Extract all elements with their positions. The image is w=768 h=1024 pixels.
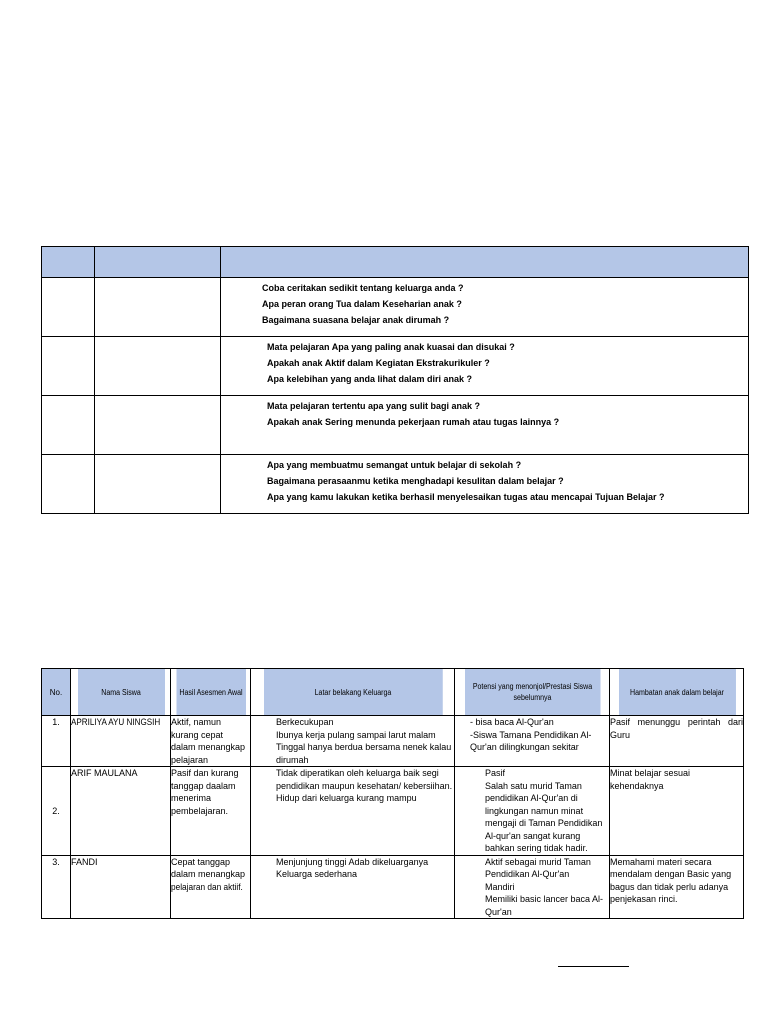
student-name <box>71 716 171 767</box>
question-text: Apa kelebihan yang anda lihat dalam diri anak ? <box>267 374 473 384</box>
hambatan-cell: Pasif menunggu perintah dari Guru <box>610 716 744 767</box>
empty-cell <box>42 278 95 337</box>
row-number: 3. <box>42 855 71 919</box>
potensi-cell <box>455 767 610 856</box>
text-line: Menjunjung tinggi Adab dikeluarganya <box>276 856 429 867</box>
student-name-text: APRILIYA AYU NINGSIH <box>71 717 161 727</box>
questions-table-row <box>42 278 749 337</box>
row-number: 1. <box>42 716 71 767</box>
text-line: bagus dan tidak perlu adanya <box>610 881 729 892</box>
text-line: Hidup dari keluarga kurang mampu <box>276 793 417 803</box>
text-line: Memiliki basic lancer baca Al- <box>485 894 604 904</box>
text-line: mengaji di Taman Pendidikan <box>485 818 603 828</box>
header-nama-siswa: Nama Siswa <box>77 669 165 716</box>
text-line: Pasif dan kurang <box>171 768 239 778</box>
text-line: dalam menangkap <box>171 869 246 879</box>
header-no: No. <box>42 669 71 716</box>
hasil-asesmen-cell <box>171 855 251 919</box>
header-latar-belakang: Latar belakang Keluarga <box>263 669 443 716</box>
text-line: mendalam dengan Basic yang <box>610 869 732 879</box>
text-line: tanggap daalam <box>171 780 236 791</box>
text-line: Aktif, namun <box>171 717 222 727</box>
question-text: Mata pelajaran tertentu apa yang sulit bagi anak ? <box>267 401 481 411</box>
question-text: Apakah anak Sering menunda pekerjaan rumah atau tugas lainnya ? <box>267 417 560 427</box>
latar-belakang-cell <box>251 855 455 919</box>
text-line: Pendidikan Al-Qur'an <box>485 869 570 879</box>
text-line: pelajaran dan aktiif. <box>171 881 243 892</box>
text-line: Tinggal hanya berdua bersama nenek kalau <box>276 742 452 752</box>
questions-table-row <box>42 455 749 514</box>
questions-table <box>41 246 749 514</box>
question-text: Apakah anak Aktif dalam Kegiatan Ekstrakurikuler ? <box>267 358 490 368</box>
hambatan-cell <box>610 767 744 856</box>
empty-cell <box>95 396 221 455</box>
header-hasil-asesmen: Hasil Asesmen Awal <box>175 669 245 716</box>
signature-line <box>558 966 629 967</box>
question-text: Coba ceritakan sedikit tentang keluarga anda ? <box>262 283 464 293</box>
latar-belakang-cell <box>251 767 455 856</box>
student-name <box>71 767 171 856</box>
empty-cell <box>42 396 95 455</box>
empty-cell <box>95 337 221 396</box>
questions-table-row <box>42 337 749 396</box>
student-table-header-row <box>42 669 744 716</box>
text-line: Ibunya kerja pulang sampai larut malam <box>276 729 436 740</box>
header-cell <box>221 247 749 278</box>
text-line: kurang cepat <box>171 729 224 740</box>
text-line: Salah satu murid Taman <box>485 780 582 791</box>
question-text: Mata pelajaran Apa yang paling anak kuasai dan disukai ? <box>267 342 515 352</box>
text-line: Mandiri <box>485 881 515 892</box>
questions-cell <box>221 337 749 396</box>
student-name <box>71 855 171 919</box>
questions-cell <box>221 278 749 337</box>
text-line: Al-qur'an sangat kurang <box>485 830 581 841</box>
text-line: Tidak diperatikan oleh keluarga baik segi <box>276 768 439 778</box>
text-line: penjekasan rinci. <box>610 894 678 904</box>
text-line: Berkecukupan <box>276 717 334 727</box>
text-line: menerima <box>171 793 212 803</box>
questions-cell <box>221 396 749 455</box>
text-line: Qur'an <box>485 906 512 917</box>
header-cell <box>42 247 95 278</box>
student-assessment-table <box>41 668 744 919</box>
student-name-text: ARIF MAULANA <box>71 768 138 778</box>
text-line: -Siswa Tamana Pendidikan Al- <box>470 729 592 740</box>
potensi-cell <box>455 855 610 919</box>
text-line: kehendaknya <box>610 780 664 791</box>
empty-cell <box>95 278 221 337</box>
text-line: pembelajaran. <box>171 805 229 816</box>
latar-belakang-cell <box>251 716 455 767</box>
table-row <box>42 716 744 767</box>
text-line: Cepat tanggap <box>171 856 231 867</box>
text-line: pelajaran <box>171 754 209 765</box>
text-line: dirumah <box>276 754 309 765</box>
header-cell <box>95 247 221 278</box>
text-line: Minat belajar sesuai <box>610 768 691 778</box>
question-text: Bagaimana suasana belajar anak dirumah ? <box>262 315 450 325</box>
question-text: Apa yang membuatmu semangat untuk belajar di sekolah ? <box>267 460 522 470</box>
text-line: dalam menangkap <box>171 742 246 752</box>
text-line: bahkan sering tidak hadir. <box>485 843 588 853</box>
text-line: - bisa baca Al-Qur'an <box>470 717 554 727</box>
student-name-text: FANDI <box>71 856 98 867</box>
header-potensi: Potensi yang menonjol/Prestasi Siswa sebelumnya <box>464 669 600 716</box>
text-line: Aktif sebagai murid Taman <box>485 856 591 867</box>
questions-table-header-row <box>42 247 749 278</box>
row-number: 2. <box>42 767 71 856</box>
question-text: Apa yang kamu lakukan ketika berhasil menyelesaikan tugas atau mencapai Tujuan Belajar ? <box>267 492 665 502</box>
hambatan-cell <box>610 855 744 919</box>
table-row <box>42 855 744 919</box>
hasil-asesmen-cell <box>171 767 251 856</box>
table-row <box>42 767 744 856</box>
text-line: pendidikan maupun kesehatan/ kebersiihan. <box>276 780 453 791</box>
text-line: pendidikan Al-Qur'an di <box>485 793 578 803</box>
text-line: Memahami materi secara <box>610 856 712 867</box>
empty-cell <box>95 455 221 514</box>
question-text: Apa peran orang Tua dalam Keseharian anak ? <box>262 299 462 309</box>
potensi-cell <box>455 716 610 767</box>
questions-cell <box>221 455 749 514</box>
questions-table-row <box>42 396 749 455</box>
hasil-asesmen-cell <box>171 716 251 767</box>
text-line: Qur'an dilingkungan sekitar <box>470 742 579 752</box>
text-line: Keluarga sederhana <box>276 869 358 879</box>
text-line: Pasif <box>485 768 506 778</box>
text-line: lingkungan namun minat <box>485 805 584 816</box>
empty-cell <box>42 455 95 514</box>
header-hambatan: Hambatan anak dalam belajar <box>618 669 736 716</box>
question-text: Bagaimana perasaanmu ketika menghadapi kesulitan dalam belajar ? <box>267 476 564 486</box>
empty-cell <box>42 337 95 396</box>
